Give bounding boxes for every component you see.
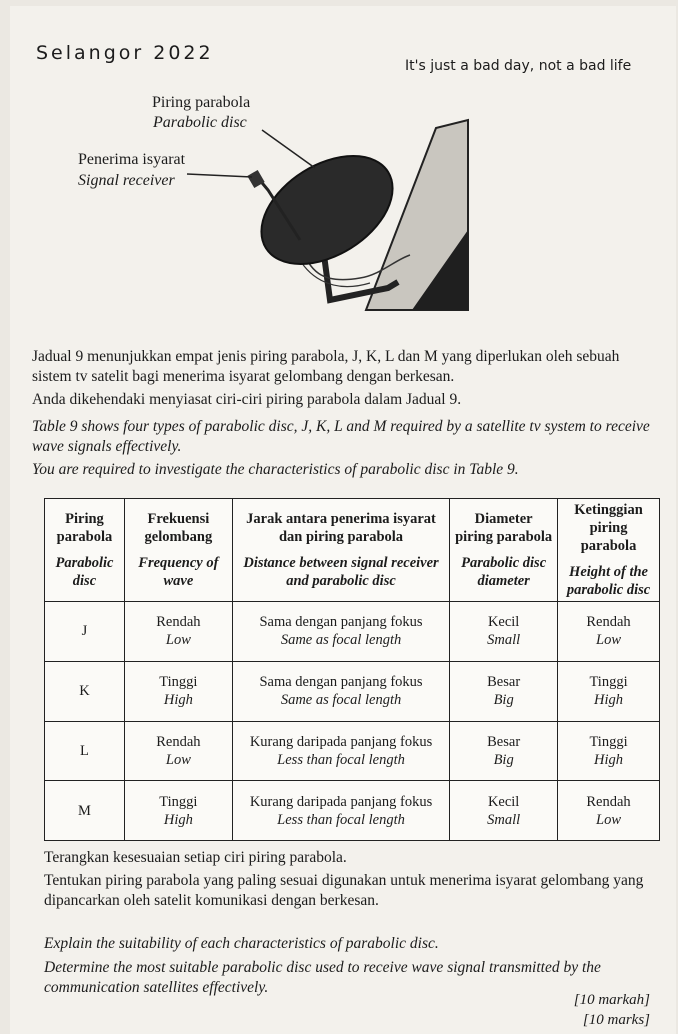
disc-cell: L (45, 721, 125, 781)
intro-ms-1: Jadual 9 menunjukkan empat jenis piring parabola, J, K, L dan M yang diperlukan oleh sebuah sistem tv satelit bagi menerima isyarat gelombang dengan berkesan. (32, 348, 620, 385)
diameter-cell: Kecil Small (450, 602, 558, 662)
leader-line (187, 174, 252, 177)
task-en-2: Determine the most suitable parabolic disc used to receive wave signal transmitted by the communication satellites effectively. (44, 959, 601, 996)
intro-en-2: You are required to investigate the characteristics of parabolic disc in Table 9. (32, 461, 519, 478)
diameter-cell: Besar Big (450, 661, 558, 721)
intro-ms-2: Anda dikehendaki menyiasat ciri-ciri piring parabola dalam Jadual 9. (32, 391, 462, 408)
receiver-label-en: Signal receiver (78, 172, 175, 189)
task-en-1: Explain the suitability of each characteristics of parabolic disc. (44, 935, 439, 952)
distance-cell: Sama dengan panjang fokus Same as focal length (232, 661, 449, 721)
disc-cell: M (45, 781, 125, 841)
table-row (45, 721, 660, 781)
header-diameter: Diameter piring parabola Parabolic disc diameter (450, 499, 558, 602)
dish-label-en: Parabolic disc (153, 114, 247, 131)
intro-en-1: Table 9 shows four types of parabolic disc, J, K, L and M required by a satellite tv system to receive wave signals effectively. (32, 418, 650, 455)
table-header-row (45, 499, 660, 602)
height-cell: Rendah Low (558, 602, 660, 662)
table-row (45, 602, 660, 662)
task-ms-1: Terangkan kesesuaian setiap ciri piring parabola. (44, 849, 347, 866)
table-row (45, 781, 660, 841)
header-distance: Jarak antara penerima isyarat dan piring parabola Distance between signal receiver and parabolic disc (232, 499, 449, 602)
header-height: Ketinggian piring parabola Height of the parabolic disc (558, 499, 660, 602)
diameter-cell: Kecil Small (450, 781, 558, 841)
signal-receiver (247, 170, 264, 188)
header-disc: Piring parabola Parabolic disc (45, 499, 125, 602)
disc-cell: K (45, 661, 125, 721)
frequency-cell: Tinggi High (124, 781, 232, 841)
marks-en: [10 marks] (582, 1012, 650, 1028)
header-frequency: Frekuensi gelombang Frequency of wave (124, 499, 232, 602)
table-row (45, 661, 660, 721)
receiver-label-ms: Penerima isyarat (78, 151, 186, 168)
frequency-cell: Rendah Low (124, 602, 232, 662)
task-ms-2: Tentukan piring parabola yang paling sesuai digunakan untuk menerima isyarat gelombang yang dipancarkan oleh satelit komunikasi dengan berkesan. (44, 872, 644, 909)
height-cell: Rendah Low (558, 781, 660, 841)
table-9 (44, 498, 660, 841)
distance-cell: Sama dengan panjang fokus Same as focal length (232, 602, 449, 662)
leader-line (262, 130, 315, 168)
distance-cell: Kurang daripada panjang fokus Less than focal length (232, 781, 449, 841)
marks-ms: [10 markah] (573, 992, 650, 1008)
diameter-cell: Besar Big (450, 721, 558, 781)
distance-cell: Kurang daripada panjang fokus Less than focal length (232, 721, 449, 781)
dish-label-ms: Piring parabola (152, 94, 251, 111)
header-title: Selangor 2022 (36, 42, 214, 64)
height-cell: Tinggi High (558, 661, 660, 721)
frequency-cell: Tinggi High (124, 661, 232, 721)
frequency-cell: Rendah Low (124, 721, 232, 781)
height-cell: Tinggi High (558, 721, 660, 781)
header-note: It's just a bad day, not a bad life (405, 58, 632, 74)
disc-cell: J (45, 602, 125, 662)
